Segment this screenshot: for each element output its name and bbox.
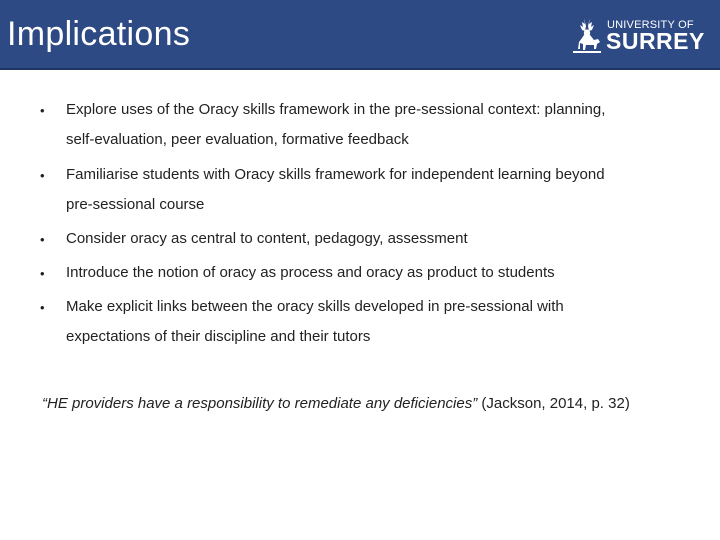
bullet-4-line-1: Introduce the notion of oracy as process and oracy as product to students (66, 264, 555, 281)
slide-title: Implications (7, 15, 191, 53)
closing-quote (42, 395, 630, 412)
quote-text: “HE providers have a responsibility to remediate any deficiencies” (42, 395, 478, 412)
bullet-marker: • (40, 168, 45, 183)
bullet-2-line-2: pre-sessional course (66, 196, 205, 213)
bullet-3-line-1: Consider oracy as central to content, pedagogy, assessment (66, 230, 468, 247)
quote-citation: (Jackson, 2014, p. 32) (481, 395, 630, 412)
bullet-marker: • (40, 300, 45, 315)
logo-text-surrey: SURREY (606, 28, 705, 54)
bullet-5-line-1: Make explicit links between the oracy skills developed in pre-sessional with (66, 298, 564, 315)
bullet-marker: • (40, 232, 45, 247)
bullet-1-line-2: self-evaluation, peer evaluation, formative feedback (66, 131, 409, 148)
bullet-2-line-1: Familiarise students with Oracy skills framework for independent learning beyond (66, 166, 605, 183)
bullet-1-line-1: Explore uses of the Oracy skills framework in the pre-sessional context: planning, (66, 101, 606, 118)
bullet-marker: • (40, 103, 45, 118)
bullet-marker: • (40, 266, 45, 281)
logo-text-university-of: UNIVERSITY OF (607, 19, 694, 31)
bullet-5-line-2: expectations of their discipline and their tutors (66, 328, 371, 345)
